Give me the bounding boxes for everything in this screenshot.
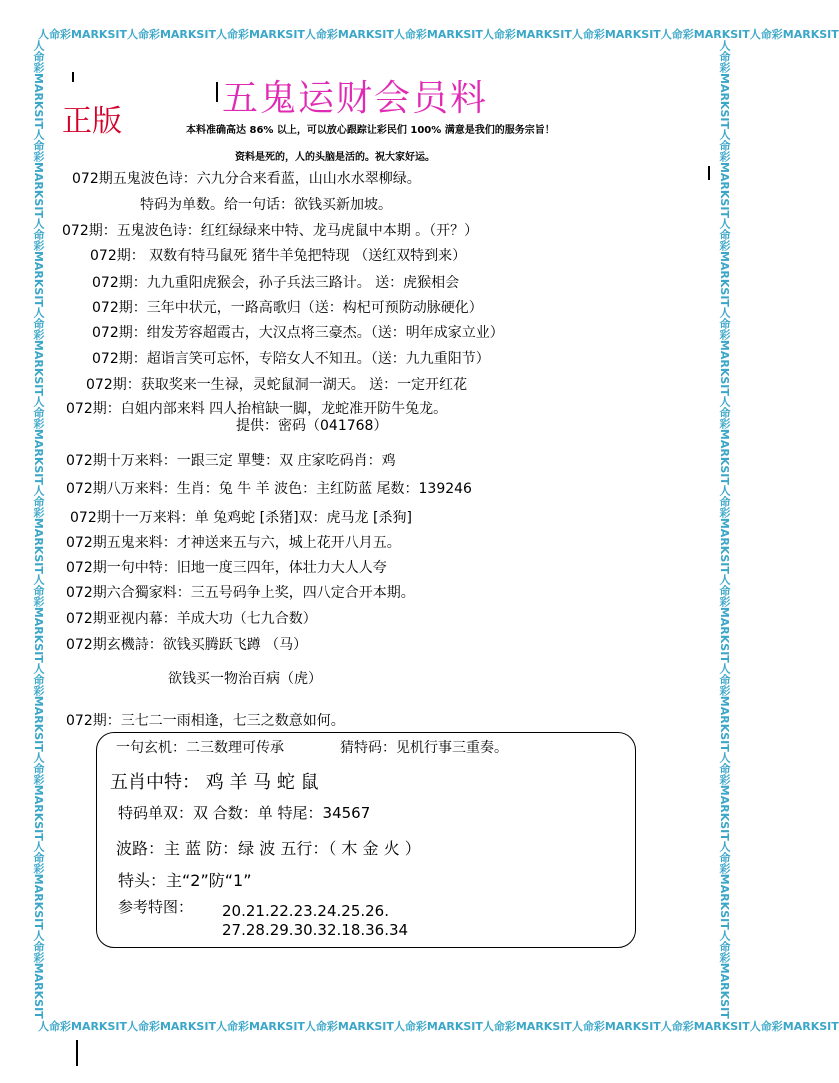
content-line: 特码为单数。给一句话：欲钱买新加坡。: [140, 197, 392, 213]
content-line: 072期八万来料：生肖：兔 牛 羊 波色：主红防蓝 尾数：139246: [66, 481, 472, 497]
content-line: 072期五鬼波色诗：六九分合来看蓝，山山水水翠柳绿。: [72, 171, 421, 187]
box-ref-numbers-1: 20.21.22.23.24.25.26.: [222, 902, 389, 920]
page-title: 五鬼运财会员料: [222, 78, 489, 119]
content-line: 072期：九九重阳虎猴会，孙子兵法三路计。 送：虎猴相会: [92, 275, 460, 291]
box-hint-b: 猜特码：见机行事三重奏。: [340, 740, 508, 756]
scan-mark: [76, 1040, 78, 1066]
content-line: 072期亚视内幕：羊成大功（七九合数）: [66, 611, 317, 627]
content-line: 072期玄機詩：欲钱买腾跃飞蹲 （马）: [66, 637, 308, 653]
content-line: 072期：超诣言笑可忘怀，专陪女人不知丑。（送：九九重阳节）: [92, 351, 490, 367]
box-head: 特头：主“2”防“1”: [118, 871, 252, 890]
content-line: 072期：绀发芳容超霞古，大汉点将三豪杰。（送：明年成家立业）: [92, 325, 504, 341]
watermark-right: 人命彩MARKSIT人命彩MARKSIT人命彩MARKSIT人命彩MARKSIT人命彩MARKSIT人命彩MARKSIT人命彩MARKSIT人命彩MARKSIT人命彩MARKSIT人命彩MARKSIT人命彩MARKSIT: [718, 40, 731, 1019]
content-line: 072期： 双数有特马鼠死 猪牛羊兔把特现 （送红双特到来）: [90, 248, 467, 264]
subtitle-accuracy: 本料准确高达 86% 以上，可以放心跟踪让彩民们 100% 满意是我们的服务宗旨！: [186, 125, 555, 136]
content-line: 提供：密码（041768）: [236, 418, 388, 434]
scan-mark: [72, 72, 74, 82]
box-five-zodiac: 五肖中特： 鸡 羊 马 蛇 鼠: [110, 772, 319, 793]
content-line: 072期：五鬼波色诗：红红绿绿来中特、龙马虎鼠中本期 。（开？）: [62, 223, 479, 239]
content-line: 072期：三七二一雨相逢，七三之数意如何。: [66, 713, 345, 729]
content-line: 072期：三年中状元，一路高歌归（送：构杞可预防动脉硬化）: [92, 300, 483, 316]
content-line: 072期六合獨家料：三五号码争上奖，四八定合开本期。: [66, 585, 415, 601]
content-line: 072期：获取奖来一生禄，灵蛇鼠洞一湖天。 送：一定开红花: [86, 377, 468, 393]
box-ref-label: 参考特图：: [118, 898, 194, 916]
watermark-top: 人命彩MARKSIT人命彩MARKSIT人命彩MARKSIT人命彩MARKSIT人命彩MARKSIT人命彩MARKSIT人命彩MARKSIT人命彩MARKSIT人命彩MARKSIT: [38, 28, 839, 41]
content-line: 072期十万来料：一跟三定 單雙：双 庄家吃码肖：鸡: [66, 453, 396, 469]
subtitle-luck: 资料是死的，人的头脑是活的。祝大家好运。: [235, 152, 435, 163]
title-bar-mark: [216, 82, 218, 102]
content-line: 072期十一万来料：单 兔鸡蛇 [杀猪]双：虎马龙 [杀狗]: [70, 510, 412, 526]
content-line: 072期一句中特：旧地一度三四年，体壮力大人人夸: [66, 560, 387, 576]
box-wave: 波路：主 蓝 防：绿 波 五行：（ 木 金 火 ）: [116, 839, 421, 858]
box-hint-a: 一句玄机：二三数理可传承: [116, 740, 284, 756]
content-line: 072期五鬼来料：才神送来五与六，城上花开八月五。: [66, 535, 401, 551]
scan-mark: [708, 166, 710, 180]
edition-badge: 正版: [62, 104, 122, 139]
box-odd-even: 特码单双：双 合数：单 特尾：34567: [118, 804, 371, 822]
content-line: 欲钱买一物治百病（虎）: [168, 671, 322, 687]
watermark-bottom: 人命彩MARKSIT人命彩MARKSIT人命彩MARKSIT人命彩MARKSIT人命彩MARKSIT人命彩MARKSIT人命彩MARKSIT人命彩MARKSIT人命彩MARKSIT: [38, 1020, 839, 1033]
watermark-left: 人命彩MARKSIT人命彩MARKSIT人命彩MARKSIT人命彩MARKSIT人命彩MARKSIT人命彩MARKSIT人命彩MARKSIT人命彩MARKSIT人命彩MARKSIT人命彩MARKSIT人命彩MARKSIT: [32, 40, 45, 1019]
content-line: 072期：白姐内部来料 四人抬棺缺一脚，龙蛇准开防牛兔龙。: [66, 401, 448, 417]
box-ref-numbers-2: 27.28.29.30.32.18.36.34: [222, 921, 409, 939]
